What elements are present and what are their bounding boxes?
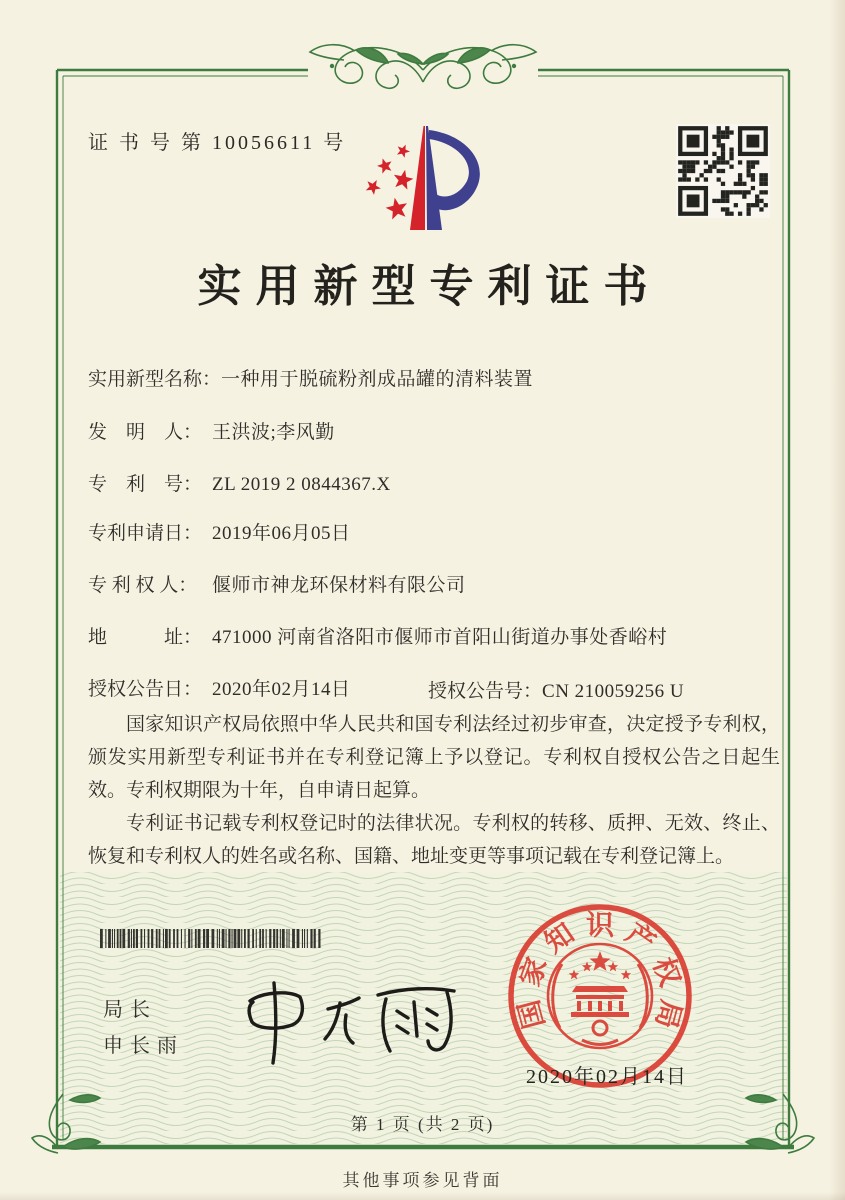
- field-value: 一种用于脱硫粉剂成品罐的清料装置: [221, 369, 534, 390]
- legal-text: [88, 708, 780, 873]
- field-row-patent-no: [88, 471, 788, 498]
- field-value: 2020年02月14日: [212, 679, 351, 700]
- certificate-number: 证 书 号 第 10056611 号: [88, 132, 347, 154]
- seal-date: 2020年02月14日: [526, 1066, 688, 1088]
- barcode: [100, 929, 326, 948]
- field-label: 授权公告号：: [428, 681, 543, 702]
- field-label: 专 利 号：: [88, 474, 203, 495]
- field-value: 471000 河南省洛阳市偃师市首阳山街道办事处香峪村: [212, 627, 668, 648]
- svg-text:局: 局: [649, 996, 687, 1032]
- certificate-title: 实用新型专利证书: [197, 262, 662, 311]
- director-signature: [228, 973, 468, 1073]
- field-label: 专利申请日：: [88, 523, 203, 544]
- logo-p-bowl: [429, 130, 480, 210]
- field-row-patentee: [88, 572, 788, 599]
- cnipa-patent-logo-icon: [346, 120, 488, 236]
- field-row-grant-number: [428, 676, 684, 703]
- field-row-address: [88, 624, 788, 651]
- field-row-inventor: [88, 419, 788, 446]
- director-title: 局长: [103, 999, 157, 1021]
- field-label: 地 址：: [88, 627, 203, 648]
- logo-blue-spike: [426, 126, 442, 230]
- field-row-name: [88, 366, 788, 393]
- field-label: 专 利 权 人：: [88, 575, 198, 596]
- top-ornament: [308, 45, 538, 89]
- svg-text:国: 国: [513, 996, 551, 1032]
- logo-stars: [366, 145, 414, 220]
- field-label: 实用新型名称：: [88, 369, 222, 390]
- seal-national-emblem-icon: [548, 944, 652, 1048]
- svg-text:产: 产: [619, 917, 661, 960]
- svg-text:权: 权: [646, 953, 686, 991]
- page-number: 第 1 页 (共 2 页): [350, 1115, 495, 1134]
- field-value: 2019年06月05日: [212, 523, 351, 544]
- director-name: 申长雨: [103, 1035, 184, 1057]
- field-row-filing-date: [88, 520, 788, 547]
- field-value: ZL 2019 2 0844367.X: [212, 474, 391, 495]
- field-value: CN 210059256 U: [542, 681, 685, 702]
- back-side-note: 其他事项参见背面: [342, 1171, 503, 1190]
- qr-code: [676, 124, 770, 218]
- svg-text:识: 识: [585, 910, 615, 942]
- field-value: 王洪波;李风勤: [212, 422, 335, 443]
- legal-paragraph-2: 专利证书记载专利权登记时的法律状况。专利权的转移、质押、无效、终止、恢复和专利权人的姓名或名称、国籍、地址变更等事项记载在专利登记簿上。: [88, 813, 780, 867]
- field-label: 授权公告日：: [88, 679, 203, 700]
- field-value: 偃师市神龙环保材料有限公司: [212, 575, 466, 596]
- svg-text:知: 知: [539, 917, 581, 960]
- svg-text:家: 家: [514, 953, 554, 991]
- logo-red-spike: [410, 126, 425, 230]
- legal-paragraph-1: 国家知识产权局依照中华人民共和国专利法经过初步审查，决定授予专利权，颁发实用新型专利证书并在专利登记簿上予以登记。专利权自授权公告之日起生效。专利权期限为十年，自申请日起算。: [88, 714, 780, 801]
- field-label: 发 明 人：: [88, 422, 203, 443]
